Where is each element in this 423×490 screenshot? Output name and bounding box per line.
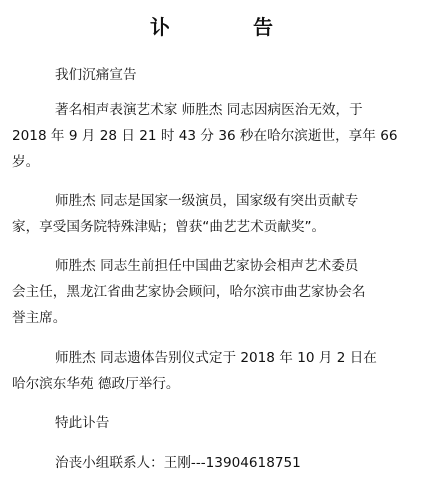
document-title: 讣 告 <box>150 15 311 39</box>
paragraph-1-line-3: 岁。 <box>12 154 40 170</box>
opening-line: 我们沉痛宣告 <box>55 67 137 83</box>
paragraph-1-line-1: 著名相声表演艺术家 师胜杰 同志因病医治无效，于 <box>55 102 363 118</box>
closing-line: 特此讣告 <box>55 415 110 431</box>
paragraph-2-line-2: 家，享受国务院特殊津贴；曾获“曲艺艺术贡献奖”。 <box>12 219 326 235</box>
paragraph-2-line-1: 师胜杰 同志是国家一级演员，国家级有突出贡献专 <box>55 193 359 209</box>
contact-line: 治丧小组联系人：王刚---13904618751 <box>55 455 301 471</box>
paragraph-1-line-2: 2018 年 9 月 28 日 21 时 43 分 36 秒在哈尔滨逝世，享年 66 <box>12 128 398 144</box>
paragraph-3-line-1: 师胜杰 同志生前担任中国曲艺家协会相声艺术委员 <box>55 258 359 274</box>
paragraph-3-line-3: 誉主席。 <box>12 310 67 326</box>
paragraph-4-line-2: 哈尔滨东华苑 德政厅举行。 <box>12 376 180 392</box>
paragraph-3-line-2: 会主任，黑龙江省曲艺家协会顾问，哈尔滨市曲艺家协会名 <box>12 284 366 300</box>
paragraph-4-line-1: 师胜杰 同志遗体告别仪式定于 2018 年 10 月 2 日在 <box>55 350 377 366</box>
